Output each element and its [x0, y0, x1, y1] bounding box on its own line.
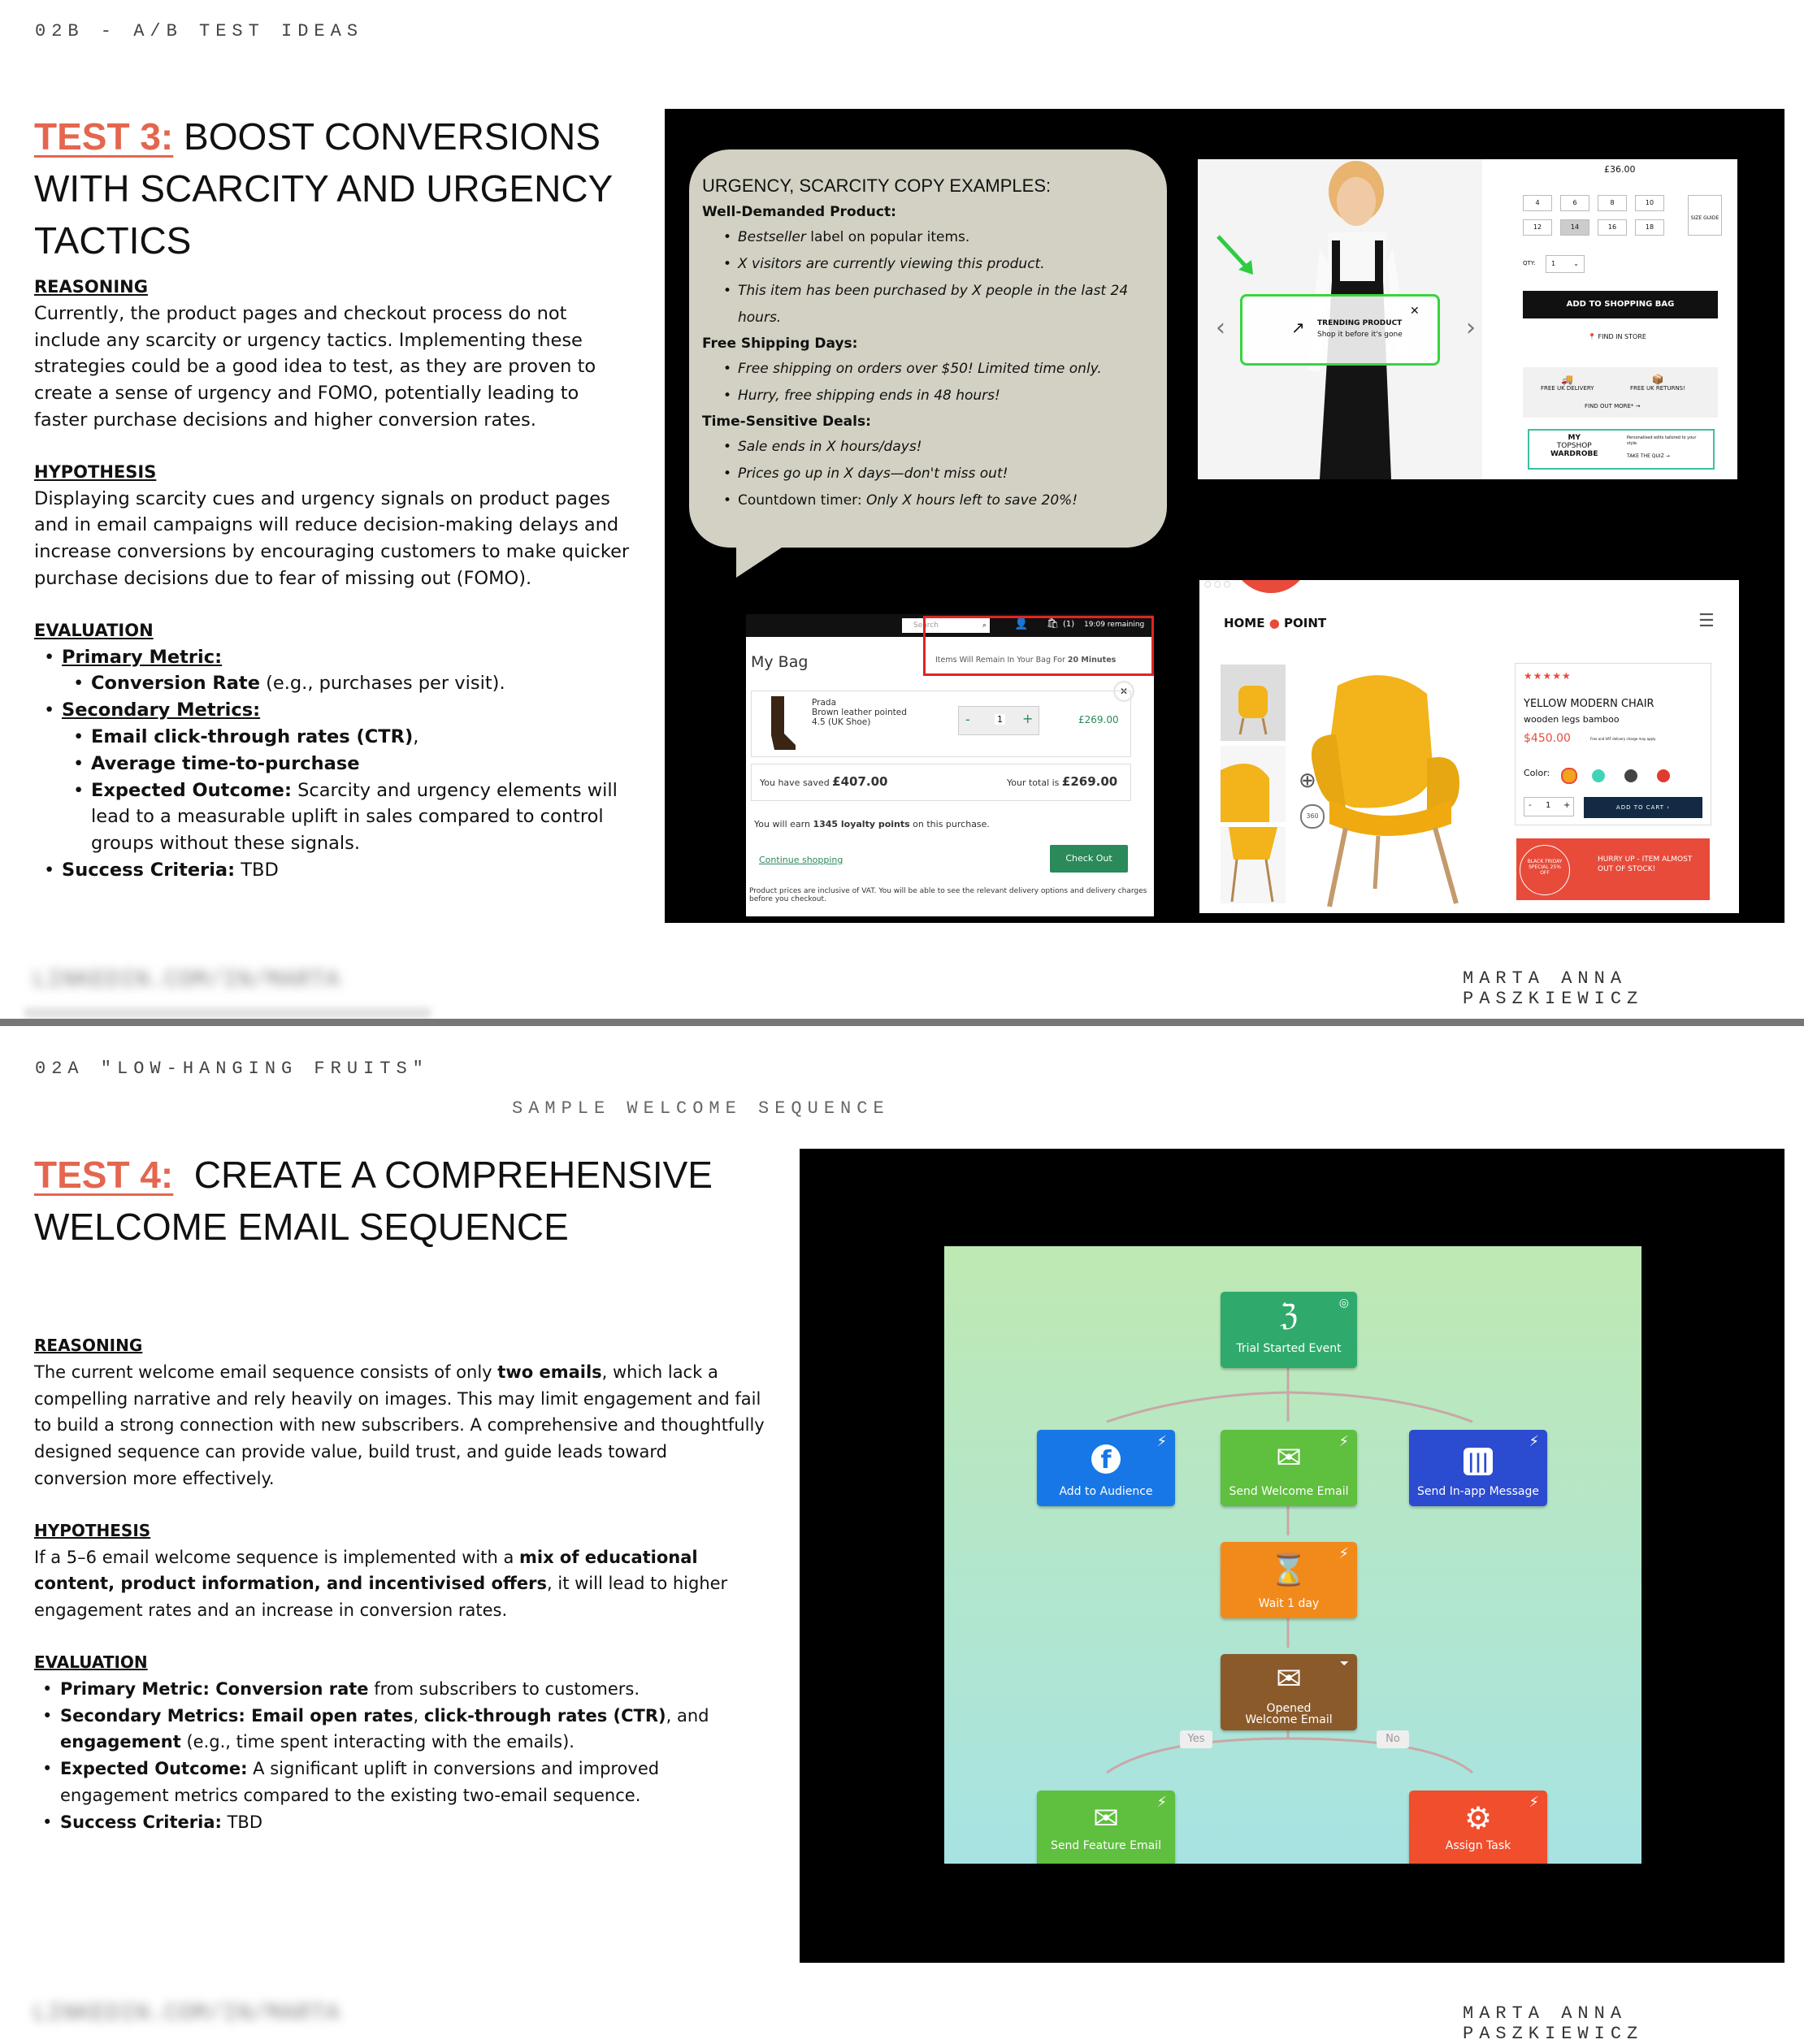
size-option[interactable]: 18 — [1635, 219, 1664, 236]
metric-text: , — [413, 725, 419, 747]
slide2-content — [34, 1332, 765, 1836]
send-welcome-email-node[interactable] — [1221, 1430, 1357, 1506]
minus-button[interactable]: - — [1529, 801, 1532, 810]
brand-logo-shape — [1232, 580, 1310, 593]
bubble-list — [702, 434, 1157, 514]
slide2-title — [34, 1149, 806, 1253]
node-label: Assign Task — [1445, 1839, 1511, 1852]
item-row — [751, 691, 1131, 757]
no-label: No — [1377, 1730, 1409, 1748]
wait-node[interactable] — [1221, 1542, 1357, 1618]
node-label: Opened Welcome Email — [1245, 1702, 1333, 1726]
color-swatch[interactable] — [1592, 769, 1605, 782]
product-sub: wooden legs bamboo — [1524, 714, 1620, 725]
menu-icon[interactable]: ☰ — [1698, 611, 1715, 631]
bubble-group-heading: Time-Sensitive Deals: — [702, 414, 871, 430]
find-in-store-link[interactable]: 📍 FIND IN STORE — [1588, 333, 1646, 340]
color-swatch[interactable] — [1561, 768, 1577, 784]
yes-label: Yes — [1180, 1730, 1212, 1748]
add-to-bag-button[interactable]: ADD TO SHOPPING BAG — [1523, 291, 1718, 318]
filter-icon: ⏷ — [1339, 1657, 1349, 1670]
reserve-text: Items Will Remain In Your Bag For 20 Minutes — [935, 656, 1117, 665]
qty-value: 1 — [1546, 801, 1551, 810]
footer-link-underline — [24, 1007, 431, 1019]
size-option[interactable]: 8 — [1598, 195, 1627, 211]
thumbnail[interactable] — [1221, 827, 1286, 903]
bubble-group-heading: Well-Demanded Product: — [702, 204, 896, 220]
welcome-sequence-panel — [800, 1149, 1784, 1963]
section-heading: REASONING — [34, 1336, 143, 1355]
close-icon[interactable]: ✕ — [1410, 305, 1420, 318]
size-option[interactable]: 10 — [1635, 195, 1664, 211]
add-to-cart-button[interactable]: ADD TO CART › — [1584, 797, 1702, 818]
footer-link: LINKEDIN.COM/IN/MARTA — [33, 967, 340, 994]
bolt-icon: ⚡ — [1529, 1433, 1539, 1450]
metric-bold: Average time-to-purchase — [91, 752, 360, 774]
qty-label: QTY: — [1523, 260, 1536, 266]
delivery-box — [1523, 367, 1718, 418]
trigger-node[interactable] — [1221, 1292, 1357, 1368]
bubble-item: • This item has been purchased by X people in the last 24 hours. — [738, 278, 1157, 331]
rating-stars: ★★★★★ — [1524, 670, 1572, 682]
size-option[interactable]: 4 — [1523, 195, 1552, 211]
prev-arrow-icon[interactable]: ‹ — [1216, 314, 1225, 342]
trending-title: TRENDING PRODUCT — [1317, 319, 1403, 327]
size-option[interactable]: 6 — [1560, 195, 1589, 211]
success-value: TBD — [235, 859, 279, 881]
loyalty-text: You will earn 1345 loyalty points on this purchase. — [754, 819, 990, 829]
search-input[interactable]: Search ⌕ — [902, 618, 990, 633]
size-option[interactable]: 16 — [1598, 219, 1627, 236]
promo-badge: BLACK FRIDAY SPECIAL 25% OFF — [1520, 845, 1570, 895]
list-item: • Expected Outcome: A significant uplift in conversions and improved engagement metrics compared to the existing two-email sequence. — [60, 1756, 765, 1809]
email-icon: ✉ — [1276, 1661, 1302, 1696]
email-icon: ✉ — [1093, 1800, 1119, 1836]
bubble-item: • X visitors are currently viewing this product. — [738, 251, 1157, 278]
topshop-product-screenshot — [1198, 159, 1737, 479]
bubble-item: • Sale ends in X hours/days! — [738, 434, 1157, 461]
facebook-icon: f — [1037, 1441, 1175, 1474]
metric-text: Scarcity and urgency elements will lead to a measurable uplift in sales compared to control groups without these signals. — [91, 779, 618, 855]
speech-bubble — [689, 149, 1167, 548]
chair-photo — [1297, 669, 1476, 913]
opened-email-condition-node[interactable] — [1221, 1654, 1357, 1730]
assign-task-node[interactable] — [1409, 1791, 1547, 1864]
bubble-item: • Bestseller label on popular items. — [738, 224, 1157, 251]
plus-button[interactable]: + — [1022, 711, 1034, 726]
flow-canvas — [944, 1246, 1641, 1864]
qty-select[interactable]: 1 ⌄ — [1546, 255, 1585, 273]
bubble-group-heading: Free Shipping Days: — [702, 336, 858, 352]
author-name: MARTA ANNA PASZKIEWICZ — [1463, 2003, 1644, 2044]
bag-title: My Bag — [751, 653, 809, 671]
list-item: • Primary Metric: Conversion rate from subscribers to customers. — [60, 1676, 765, 1703]
title-line: TACTICS — [34, 219, 192, 262]
slide2-header: 02A "LOW-HANGING FRUITS" — [35, 1059, 429, 1079]
search-icon: ⌕ — [982, 621, 987, 630]
node-label: Trial Started Event — [1236, 1342, 1342, 1355]
bubble-list — [702, 224, 1157, 331]
rotate-360-icon[interactable]: 360 — [1300, 804, 1325, 829]
section-heading: HYPOTHESIS — [34, 1520, 151, 1540]
color-swatch[interactable] — [1657, 769, 1670, 782]
fine-print: Product prices are inclusive of VAT. You will be able to see the relevant delivery options and delivery charges before you checkout. — [749, 887, 1147, 903]
slide-divider — [0, 1019, 1804, 1026]
trending-sub: Shop it before it's gone — [1317, 331, 1403, 339]
section-heading: HYPOTHESIS — [34, 461, 157, 482]
find-out-more-link[interactable]: FIND OUT MORE* → — [1585, 403, 1641, 409]
hypothesis-text: If a 5–6 email welcome sequence is implemented with a mix of educational content, product information, and incentivised offers, it will lead to higher engagement rates and an increase in conversion rates. — [34, 1547, 728, 1621]
quiz-link[interactable]: TAKE THE QUIZ → — [1627, 453, 1670, 459]
bubble-item: • Free shipping on orders over $50! Limited time only. — [738, 356, 1157, 383]
qty-stepper[interactable] — [958, 706, 1039, 735]
bolt-icon: ⚡ — [1156, 1794, 1167, 1811]
slide1-content — [34, 274, 635, 884]
trigger-icon: ℨ — [1279, 1299, 1299, 1332]
list-item — [62, 857, 635, 884]
node-label: Send Feature Email — [1051, 1839, 1161, 1852]
intercom-icon: ||| — [1409, 1441, 1547, 1475]
totals-row: You have saved £407.00 Your total is £269.00 — [751, 764, 1131, 801]
add-to-audience-node[interactable] — [1037, 1430, 1175, 1506]
box-icon: 📦 — [1651, 374, 1664, 385]
wardrobe-note: Personalised edits tailored to your style. — [1627, 435, 1697, 446]
section-heading: EVALUATION — [34, 620, 154, 640]
slide1-header: 02B - A/B TEST IDEAS — [35, 21, 364, 41]
promo-banner — [1516, 838, 1710, 900]
account-icon[interactable]: 👤 — [1014, 617, 1029, 630]
thumbnail[interactable] — [1221, 746, 1286, 822]
product-card — [1515, 663, 1711, 825]
boot-image — [763, 695, 799, 751]
section-heading: EVALUATION — [34, 1652, 148, 1672]
item-details: Prada Brown leather pointed 4.5 (UK Shoe) — [812, 698, 907, 727]
price: £36.00 — [1604, 164, 1636, 175]
size-option[interactable]: 12 — [1523, 219, 1552, 236]
wardrobe-logo: MY TOPSHOP WARDROBE — [1550, 434, 1598, 458]
metric-bold: Expected Outcome: — [91, 779, 292, 801]
node-label: Send In-app Message — [1417, 1485, 1539, 1498]
secondary-metric-label: Secondary Metrics: — [62, 699, 261, 721]
success-label: Success Criteria: — [62, 859, 236, 881]
delivery-text: 🚚 FREE UK DELIVERY — [1541, 374, 1594, 392]
trending-badge — [1240, 294, 1440, 366]
send-in-app-message-node[interactable] — [1409, 1430, 1547, 1506]
size-guide-link[interactable]: SIZE GUIDE — [1688, 195, 1722, 236]
brand-logo: HOME ● POINT — [1224, 616, 1327, 630]
section-heading: REASONING — [34, 277, 148, 297]
hourglass-icon: ⌛ — [1269, 1552, 1308, 1587]
size-option[interactable]: 14 — [1560, 219, 1589, 236]
chair-product-screenshot — [1199, 580, 1739, 913]
list-item — [91, 724, 635, 751]
evaluation-list — [34, 1676, 765, 1836]
checkout-button[interactable]: Check Out — [1050, 845, 1128, 873]
slide1-title — [34, 110, 652, 266]
location-icon: 📍 — [1588, 333, 1596, 340]
title-line: WITH SCARCITY AND URGENCY — [34, 167, 614, 210]
test-label: TEST 3: — [34, 115, 174, 158]
list-item — [91, 777, 635, 857]
price-note: Free and VAT delivery charge may apply — [1590, 737, 1656, 741]
bag-icon[interactable]: 🛍 — [1047, 617, 1060, 629]
reasoning-text: Currently, the product pages and checkout process do not include any scarcity or urgency tactics. Implementing these strategies could be a good idea to test, as they are proven to create a sense of urgency and FOMO, potentially leading to faster purchase decisions and higher conversion rates. — [34, 302, 596, 431]
title-text: CREATE A COMPREHENSIVE — [173, 1154, 713, 1196]
product-price: $450.00 — [1524, 732, 1571, 745]
node-label: Add to Audience — [1059, 1485, 1153, 1498]
item-price: £269.00 — [1078, 714, 1119, 725]
promo-text: HURRY UP - ITEM ALMOST OUT OF STOCK! — [1598, 855, 1693, 873]
next-arrow-icon[interactable]: › — [1466, 314, 1476, 342]
slide2-caption: SAMPLE WELCOME SEQUENCE — [512, 1098, 890, 1119]
list-item — [62, 644, 635, 698]
hubspot-icon: ⚙ — [1464, 1800, 1493, 1836]
hypothesis-text: Displaying scarcity cues and urgency signals on product pages and in email campaigns will reduce decision-making delays and increase conversions by encouraging customers to make quicker purchase decisions due to fear of missing out (FOMO). — [34, 487, 630, 589]
node-label: Send Welcome Email — [1229, 1485, 1349, 1498]
title-text: BOOST CONVERSIONS — [173, 115, 601, 158]
settings-icon[interactable]: ◎ — [1338, 1297, 1349, 1310]
examples-panel — [665, 109, 1784, 923]
list-item — [91, 670, 635, 697]
metric-text: (e.g., purchases per visit). — [259, 673, 505, 695]
trending-icon: ↗ — [1291, 318, 1305, 337]
reserve-notice — [923, 616, 1154, 676]
qty-stepper[interactable] — [1524, 797, 1574, 816]
minus-button[interactable]: - — [965, 712, 970, 727]
plus-button[interactable]: + — [1563, 801, 1571, 810]
metric-bold: Conversion Rate — [91, 673, 260, 695]
zoom-icon[interactable]: ⊕ — [1299, 769, 1316, 793]
color-swatch[interactable] — [1624, 769, 1637, 782]
green-arrow-icon — [1214, 232, 1263, 281]
node-label: Wait 1 day — [1258, 1597, 1320, 1610]
my-bag-screenshot — [746, 614, 1154, 916]
window-dots: ○ ○ ○ — [1204, 580, 1231, 589]
footer-link: LINKEDIN.COM/IN/MARTA — [33, 2000, 340, 2028]
qty-value: 1 — [995, 714, 1005, 725]
continue-shopping-link[interactable]: Continue shopping — [759, 855, 843, 865]
author-name: MARTA ANNA PASZKIEWICZ — [1463, 968, 1644, 1009]
list-item — [91, 751, 635, 777]
bubble-title: URGENCY, SCARCITY COPY EXAMPLES: — [702, 175, 1052, 196]
bolt-icon: ⚡ — [1156, 1433, 1167, 1450]
thumbnail[interactable] — [1221, 665, 1286, 741]
bolt-icon: ⚡ — [1529, 1794, 1539, 1811]
color-label: Color: — [1524, 768, 1550, 778]
send-feature-email-node[interactable] — [1037, 1791, 1175, 1864]
product-name: YELLOW MODERN CHAIR — [1524, 698, 1654, 710]
evaluation-list — [34, 644, 635, 884]
reasoning-text: The current welcome email sequence consists of only two emails, which lack a compelling narrative and rely heavily on images. This may limit engagement and fail to build a strong connection with new subscribers. A comprehensive and thoughtfully designed sequence can provide value, build trust, and guide leads toward conversion more effectively. — [34, 1362, 765, 1488]
bubble-list — [702, 356, 1157, 409]
email-icon: ✉ — [1276, 1440, 1302, 1475]
close-icon[interactable]: ✕ — [1115, 682, 1133, 700]
list-item: • Secondary Metrics: Email open rates, click-through rates (CTR), and engagement (e.g., time spent interacting with the emails). — [60, 1703, 765, 1756]
size-grid — [1523, 195, 1677, 236]
bubble-item: • Countdown timer: Only X hours left to save 20%! — [738, 487, 1157, 514]
timer: 19:09 remaining — [1084, 621, 1145, 629]
list-item: • Success Criteria: TBD — [60, 1809, 765, 1836]
truck-icon: 🚚 — [1561, 374, 1574, 385]
list-item — [62, 697, 635, 857]
title-line: WELCOME EMAIL SEQUENCE — [34, 1206, 569, 1248]
wardrobe-banner[interactable] — [1528, 429, 1715, 470]
bubble-tail — [736, 541, 817, 582]
bolt-icon: ⚡ — [1338, 1433, 1349, 1450]
bag-count: (1) — [1063, 620, 1075, 629]
bubble-item: • Hurry, free shipping ends in 48 hours! — [738, 383, 1157, 409]
bolt-icon: ⚡ — [1338, 1545, 1349, 1562]
test-label: TEST 4: — [34, 1154, 174, 1196]
primary-metric-label: Primary Metric: — [62, 646, 223, 668]
returns-text: 📦 FREE UK RETURNS! — [1630, 374, 1685, 392]
bubble-item: • Prices go up in X days—don't miss out! — [738, 461, 1157, 487]
metric-bold: Email click-through rates (CTR) — [91, 725, 414, 747]
